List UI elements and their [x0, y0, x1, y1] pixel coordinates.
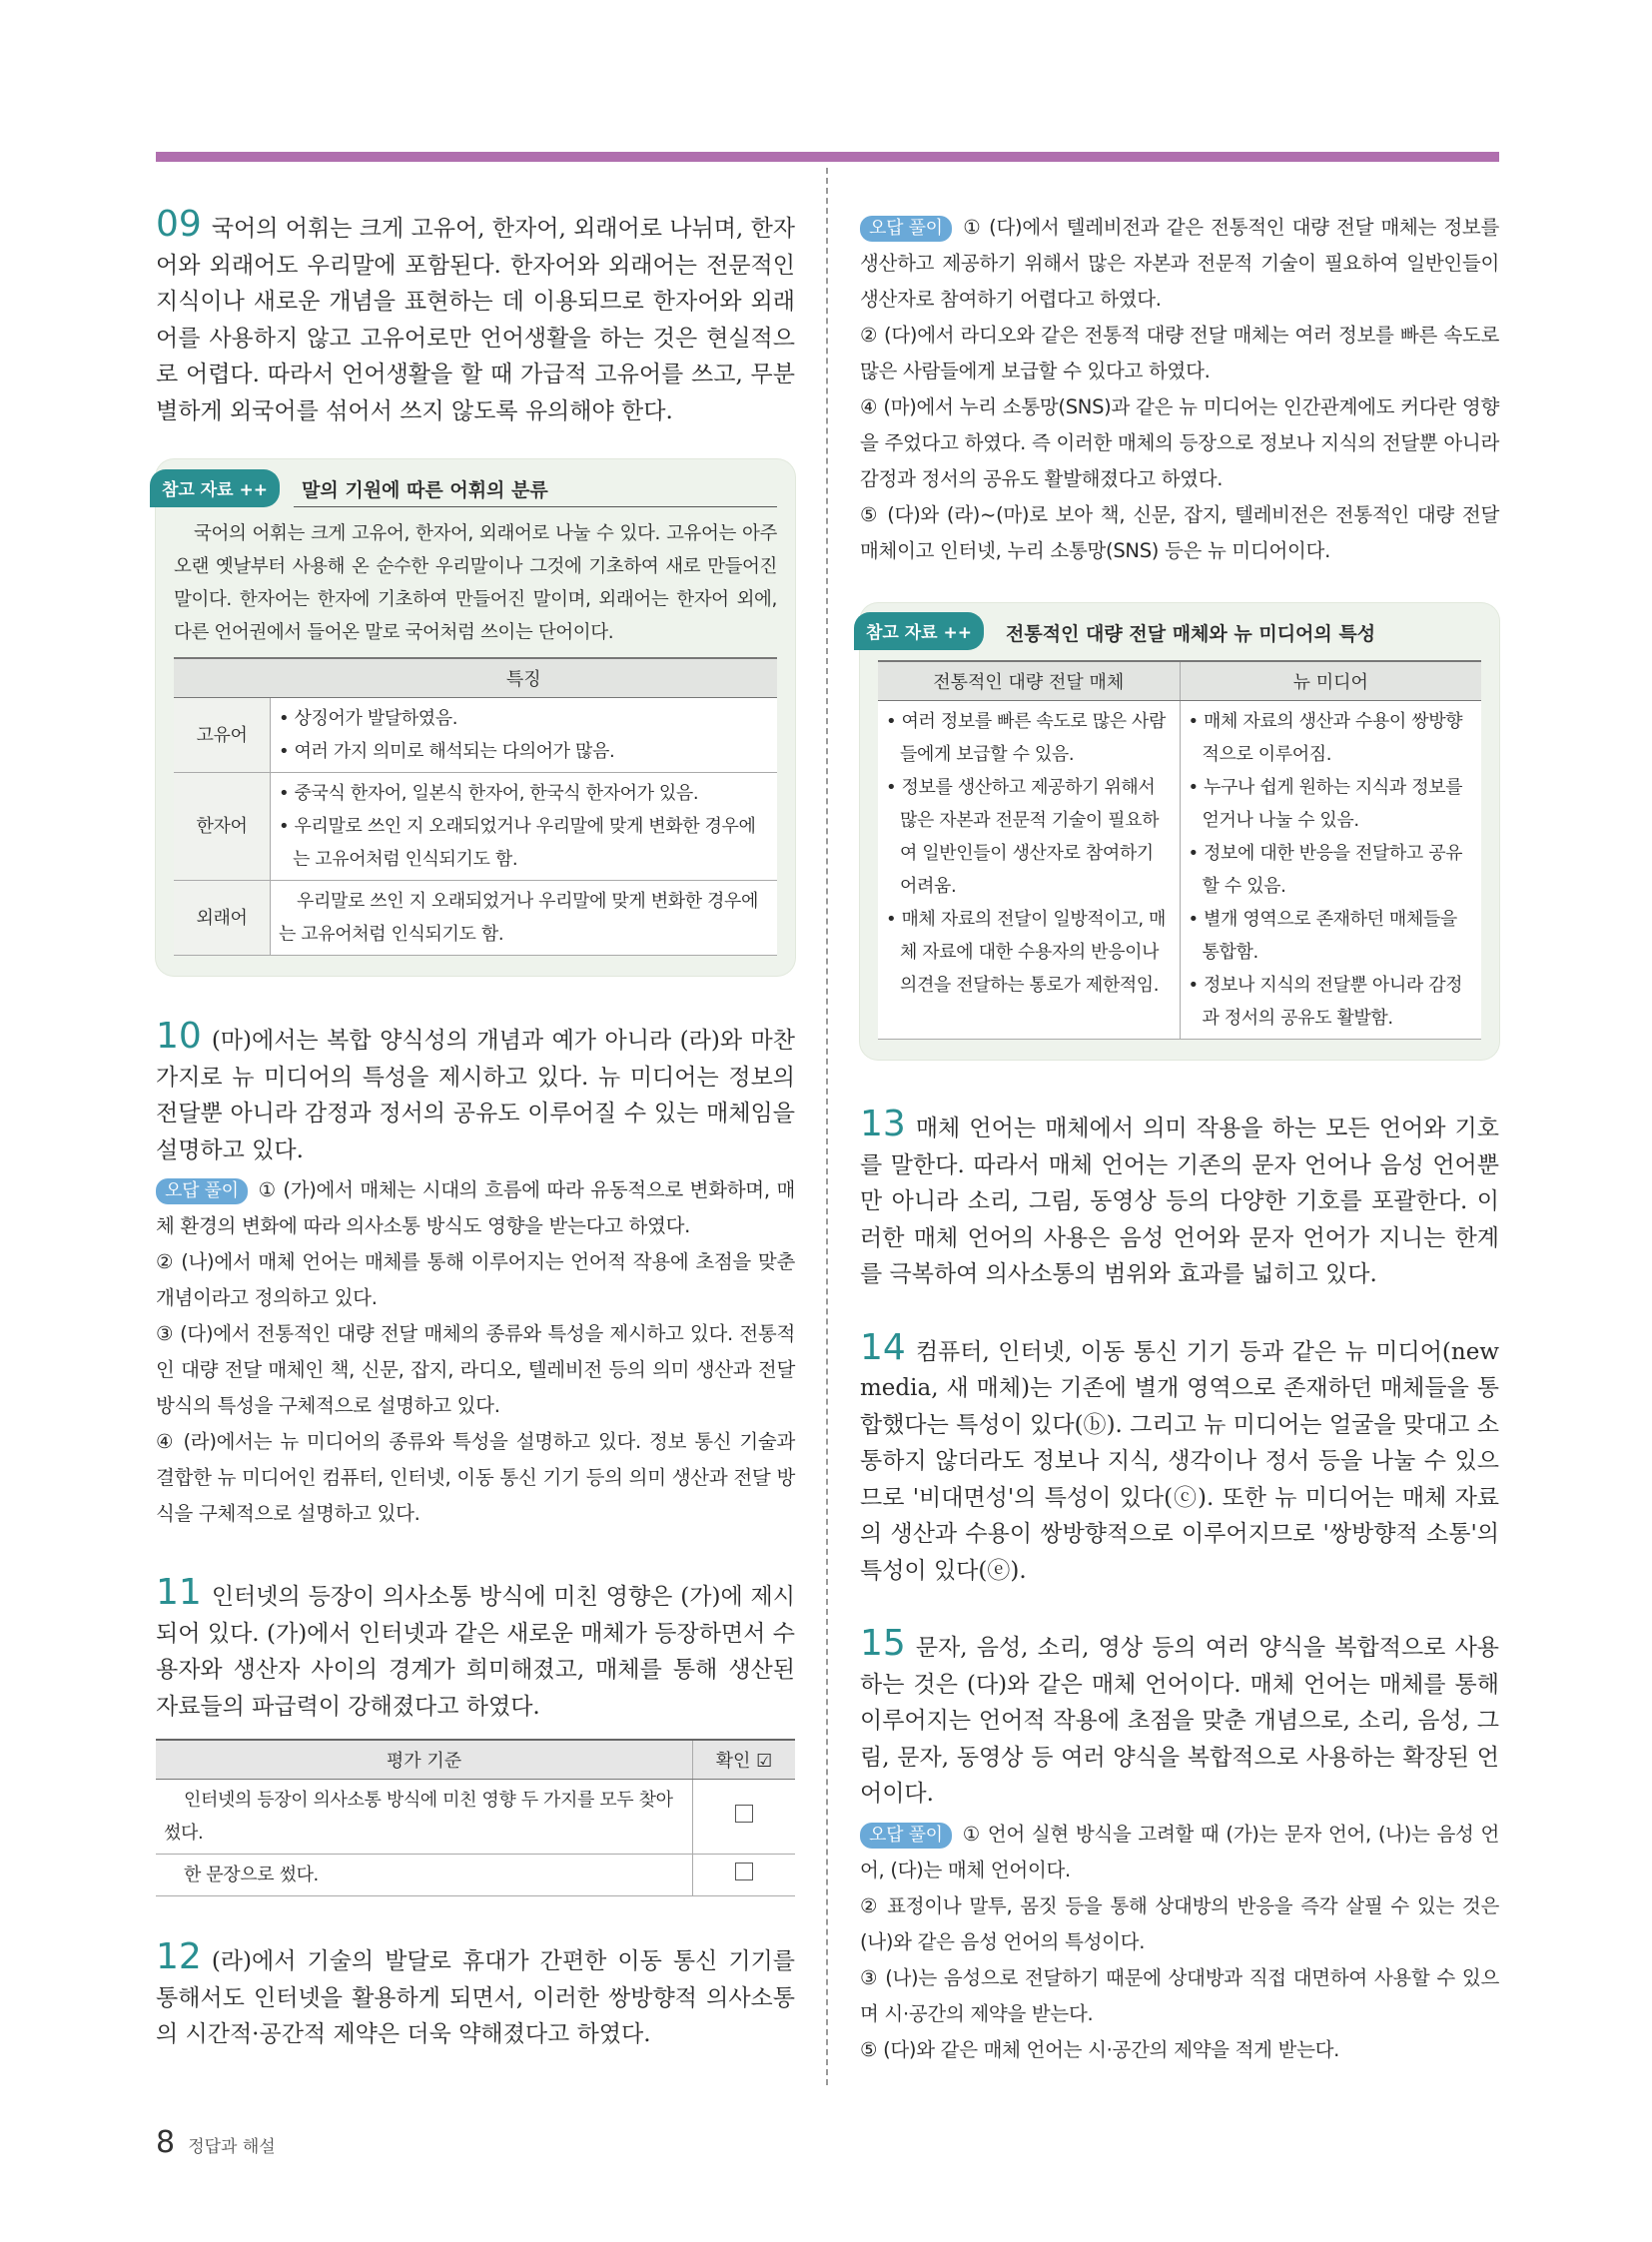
answer-text: 컴퓨터, 인터넷, 이동 통신 기기 등과 같은 뉴 미디어(new media, 새 매체)는 기존에 별개 영역으로 존재하던 매체들을 통합했다는 특성이 있다(ⓑ). 그리고 뉴 미디어는 얼굴을 맞대고 소통하지 않더라도 정보나 지식, 생각이나 정서 등을 나눌 수 있으므로 '비대면성'의 특성이 있다(ⓒ). 또한 뉴 미디어는 매체 자료의 생산과 수용이 쌍방향적으로 이루어지므로 '쌍방향적 소통'의 특성이 있다(ⓔ).: [860, 1338, 1499, 1584]
answer-12: [156, 1936, 795, 2053]
check-box[interactable]: [735, 1805, 753, 1823]
page-number: 8: [156, 2125, 176, 2160]
answer-13: [860, 1104, 1499, 1293]
column-divider: [826, 168, 828, 2085]
answer-text: 매체 언어는 매체에서 의미 작용을 하는 모든 언어와 기호를 말한다. 따라서 매체 언어는 기존의 문자 언어나 음성 언어뿐만 아니라 소리, 그림, 동영상 등의 다양한 기호를 포괄한다. 이러한 매체 언어의 사용은 음성 언어와 문자 언어가 지니는 한계를 극복하여 의사소통의 범위와 효과를 넓히고 있다.: [860, 1116, 1499, 1287]
reference-title: 전통적인 대량 전달 매체와 뉴 미디어의 특성: [1006, 623, 1376, 645]
check-box[interactable]: [735, 1863, 753, 1880]
media-comparison-table: 전통적인 대량 전달 매체 뉴 미디어 • 여러 정보를 빠른 속도로 많은 사람들에게 보급할 수 있음. • 정보를 생산하고 제공하기 위해서 많은 자본과 전문적 기술이 필요하여 일반인들이 생산자로 참여하기 어려움. • 매체 자료의 전달이 일방적이고, 매체 자료에 대한 수용자의 반응이나 의견을 전달하는 통로가 제한적임. • 매체 자료의 생산과 수용이 쌍방향적으로 이루어짐. • 누구나 쉽게 원하는 지식과 정보를 얻거나 나눌 수 있음. • 정보에 대한 반응을 전달하고 공유할 수 있음. • 별개 영역으로 존재하던 매체들을 통합함. • 정보나 지식의 전달뿐 아니라 감정과 정서의 공유도 활발함.: [878, 660, 1481, 1040]
answer-text: (마)에서는 복합 양식성의 개념과 예가 아니라 (라)와 마찬가지로 뉴 미디어의 특성을 제시하고 있다. 뉴 미디어는 정보의 전달뿐 아니라 감정과 정서의 공유도 이루어질 수 있는 매체임을 설명하고 있다.: [156, 1028, 795, 1163]
vocab-table: [174, 657, 777, 956]
reference-box-vocab: [156, 459, 795, 976]
question-number: 10: [156, 1016, 202, 1057]
answer-text: 문자, 음성, 소리, 영상 등의 여러 양식을 복합적으로 사용하는 것은 (다)와 같은 매체 언어이다. 매체 언어는 매체를 통해 이루어지는 언어적 작용에 초점을 맞춘 개념으로, 소리, 음성, 그림, 문자, 동영상 등 여러 양식을 복합적으로 사용하는 확장된 언어이다.: [860, 1635, 1499, 1807]
wrong-answer-tag: 오답 풀이: [860, 216, 952, 242]
answer-14: [860, 1326, 1499, 1590]
reference-badge: 참고 자료 ++: [150, 469, 280, 507]
wrong-answer-notes-12: 오답 풀이 ① (다)에서 텔레비전과 같은 전통적인 대량 전달 매체는 정보를 생산하고 제공하기 위해서 많은 자본과 전문적 기술이 필요하여 일반인들이 생산자로 참여하기 어렵다고 하였다. ② (다)에서 라디오와 같은 전통적 대량 전달 매체는 여러 정보를 빠른 속도로 많은 사람들에게 보급할 수 있다고 하였다. ④ (마)에서 누리 소통망(SNS)과 같은 뉴 미디어는 인간관계에도 커다란 영향을 주었다고 하였다. 즉 이러한 매체의 등장으로 정보나 지식의 전달뿐 아니라 감정과 정서의 공유도 활발해졌다고 하였다. ⑤ (다)와 (라)~(마)로 보아 책, 신문, 잡지, 텔레비전은 전통적인 대량 전달 매체이고 인터넷, 누리 소통망(SNS) 등은 뉴 미디어이다.: [860, 216, 1499, 562]
question-number: 15: [860, 1623, 906, 1664]
table-row: 인터넷의 등장이 의사소통 방식에 미친 영향 두 가지를 모두 찾아 썼다.: [156, 1780, 795, 1855]
evaluation-table: 평가 기준 확인 ☑ 인터넷의 등장이 의사소통 방식에 미친 영향 두 가지를 모두 찾아 썼다. 한 문장으로 썼다.: [156, 1739, 795, 1896]
left-column: [156, 204, 795, 2077]
table-row: 외래어 우리말로 쓰인 지 오래되었거나 우리말에 맞게 변화한 경우에는 고유어처럼 인식되기도 함.: [174, 881, 777, 956]
reference-box-media: [860, 603, 1499, 1060]
page-footer: [156, 2125, 276, 2160]
question-number: 13: [860, 1104, 906, 1144]
top-accent-bar: [156, 152, 1499, 162]
table-row: • 여러 정보를 빠른 속도로 많은 사람들에게 보급할 수 있음. • 정보를 생산하고 제공하기 위해서 많은 자본과 전문적 기술이 필요하여 일반인들이 생산자로 참여하기 어려움. • 매체 자료의 전달이 일방적이고, 매체 자료에 대한 수용자의 반응이나 의견을 전달하는 통로가 제한적임. • 매체 자료의 생산과 수용이 쌍방향적으로 이루어짐. • 누구나 쉽게 원하는 지식과 정보를 얻거나 나눌 수 있음. • 정보에 대한 반응을 전달하고 공유할 수 있음. • 별개 영역으로 존재하던 매체들을 통합함. • 정보나 지식의 전달뿐 아니라 감정과 정서의 공유도 활발함.: [878, 701, 1481, 1040]
answer-11: [156, 1572, 795, 1896]
table-row: 고유어 • 상징어가 발달하였음. • 여러 가지 의미로 해석되는 다의어가 많음.: [174, 698, 777, 773]
reference-title: 말의 기원에 따른 어휘의 분류: [294, 475, 777, 507]
answer-15: 15 문자, 음성, 소리, 영상 등의 여러 양식을 복합적으로 사용하는 것은 (다)와 같은 매체 언어이다. 매체 언어는 매체를 통해 이루어지는 언어적 작용에 초점을 맞춘 개념으로, 소리, 음성, 그림, 문자, 동영상 등 여러 양식을 복합적으로 사용하는 확장된 언어이다. 오답 풀이 ① 언어 실현 방식을 고려할 때 (가)는 문자 언어, (나)는 음성 언어, (다)는 매체 언어이다. ② 표정이나 말투, 몸짓 등을 통해 상대방의 반응을 즉각 살필 수 있는 것은 (나)와 같은 음성 언어의 특성이다. ③ (나)는 음성으로 전달하기 때문에 상대방과 직접 대면하여 사용할 수 있으며 시·공간의 제약을 받는다. ⑤ (다)와 같은 매체 언어는 시·공간의 제약을 적게 받는다.: [860, 1623, 1499, 2061]
table-row: 한 문장으로 썼다.: [156, 1855, 795, 1896]
question-number: 12: [156, 1936, 202, 1977]
wrong-answer-tag: 오답 풀이: [860, 1823, 952, 1849]
page-label: 정답과 해설: [188, 2137, 276, 2157]
wrong-answer-tag: 오답 풀이: [156, 1178, 248, 1204]
table-header: 특징: [271, 658, 778, 698]
answer-09: [156, 204, 795, 429]
right-column: [860, 210, 1499, 2092]
answer-text: 국어의 어휘는 크게 고유어, 한자어, 외래어로 나뉘며, 한자어와 외래어도 우리말에 포함된다. 한자어와 외래어는 전문적인 지식이나 새로운 개념을 표현하는 데 이용되므로 한자어와 외래어를 사용하지 않고 고유어로만 언어생활을 하는 것은 현실적으로 어렵다. 따라서 언어생활을 할 때 가급적 고유어를 쓰고, 무분별하게 외국어를 섞어서 쓰지 않도록 유의해야 한다.: [156, 216, 795, 424]
question-number: 14: [860, 1326, 906, 1368]
answer-text: 인터넷의 등장이 의사소통 방식에 미친 영향은 (가)에 제시되어 있다. (가)에서 인터넷과 같은 새로운 매체가 등장하면서 수용자와 생산자 사이의 경계가 희미해졌고, 매체를 통해 생산된 자료들의 파급력이 강해졌다고 하였다.: [156, 1584, 795, 1720]
reference-text: 국어의 어휘는 크게 고유어, 한자어, 외래어로 나눌 수 있다. 고유어는 아주 오랜 옛날부터 사용해 온 순수한 우리말이나 그것에 기초하여 새로 만들어진 말이다. 한자어는 한자에 기초하여 만들어진 말이며, 외래어는 한자어 외에, 다른 언어권에서 들어온 말로 국어처럼 쓰이는 단어이다.: [174, 523, 777, 643]
table-row: 한자어 • 중국식 한자어, 일본식 한자어, 한국식 한자어가 있음. • 우리말로 쓰인 지 오래되었거나 우리말에 맞게 변화한 경우에는 고유어처럼 인식되기도 함.: [174, 773, 777, 881]
reference-badge: 참고 자료 ++: [854, 612, 984, 650]
answer-10: 10 (마)에서는 복합 양식성의 개념과 예가 아니라 (라)와 마찬가지로 뉴 미디어의 특성을 제시하고 있다. 뉴 미디어는 정보의 전달뿐 아니라 감정과 정서의 공유도 이루어질 수 있는 매체임을 설명하고 있다. 오답 풀이 ① (가)에서 매체는 시대의 흐름에 따라 유동적으로 변화하며, 매체 환경의 변화에 따라 의사소통 방식도 영향을 받는다고 하였다. ② (나)에서 매체 언어는 매체를 통해 이루어지는 언어적 작용에 초점을 맞춘 개념이라고 정의하고 있다. ③ (다)에서 전통적인 대량 전달 매체의 종류와 특성을 제시하고 있다. 전통적인 대량 전달 매체인 책, 신문, 잡지, 라디오, 텔레비전 등의 의미 생산과 전달 방식의 특성을 구체적으로 설명하고 있다. ④ (라)에서는 뉴 미디어의 종류와 특성을 설명하고 있다. 정보 통신 기술과 결합한 뉴 미디어인 컴퓨터, 인터넷, 이동 통신 기기 등의 의미 생산과 전달 방식을 구체적으로 설명하고 있다.: [156, 1016, 795, 1525]
question-number: 09: [156, 204, 202, 245]
answer-text: (라)에서 기술의 발달로 휴대가 간편한 이동 통신 기기를 통해서도 인터넷을 활용하게 되면서, 이러한 쌍방향적 의사소통의 시간적·공간적 제약은 더욱 약해졌다고 하였다.: [156, 1948, 795, 2047]
question-number: 11: [156, 1572, 202, 1613]
